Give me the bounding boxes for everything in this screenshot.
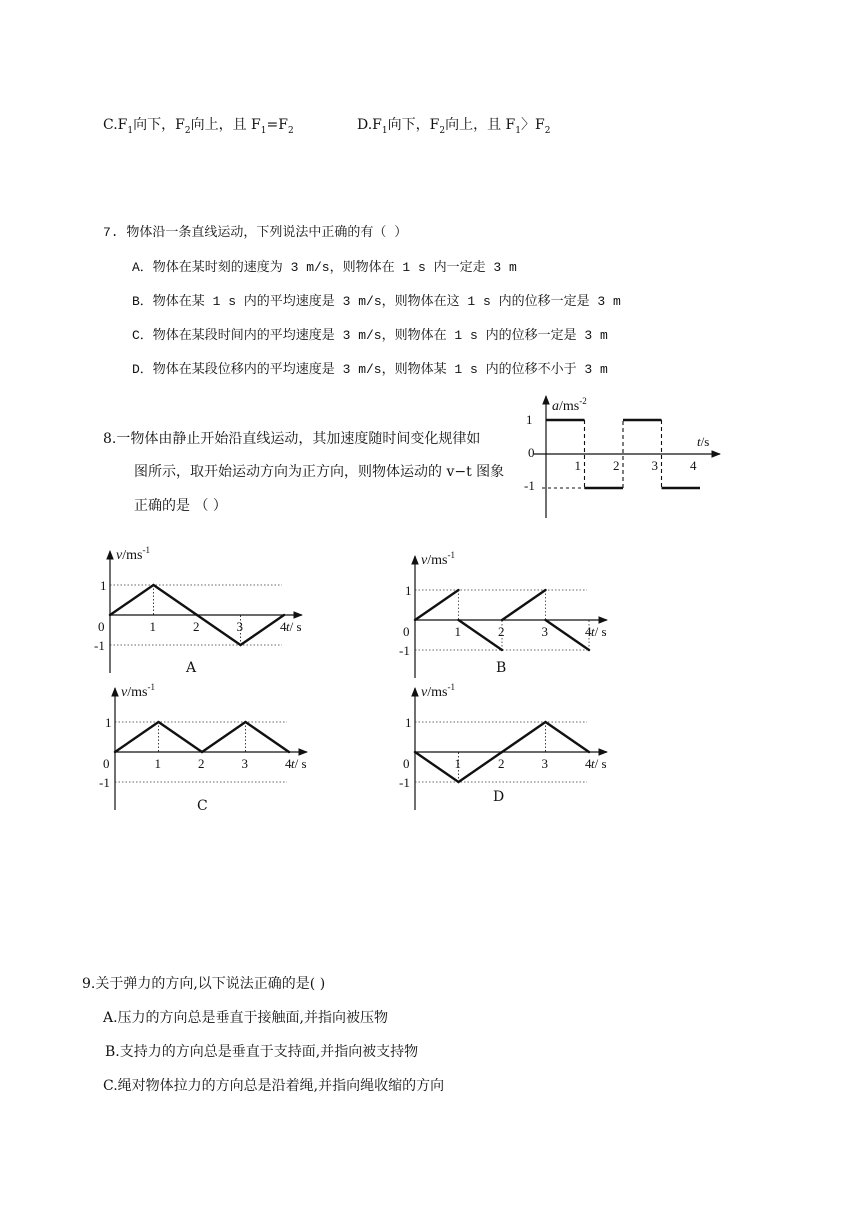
vt-graph-c [95, 682, 355, 817]
q6d-sub: 1 [381, 125, 388, 136]
option-letter-d: D [493, 789, 505, 805]
vt-ytick-0: 0 [403, 756, 410, 771]
q9-stem: 9.关于弹力的方向,以下说法正确的是( ) [82, 976, 326, 992]
q6d-part: D.F [357, 117, 382, 133]
vt-segment [415, 752, 459, 782]
vt-ytick-0: 0 [403, 624, 410, 639]
option-letter-a: A [186, 660, 197, 676]
q6c-part: =F [266, 117, 288, 133]
vt-xtick-4: 4 [285, 756, 292, 771]
vt-ytick-neg1: -1 [99, 775, 110, 790]
vt-xtick-1: 1 [149, 619, 156, 634]
q8-stem-line3: 正确的是 （ ） [134, 498, 227, 514]
vt-x-label: t/ s [591, 624, 607, 639]
vt-xtick-1: 1 [454, 756, 461, 771]
vt-xtick-4: 4 [280, 619, 287, 634]
vt-ytick-1: 1 [100, 578, 107, 593]
q6c-sub: 1 [260, 125, 267, 136]
vt-segment [546, 722, 590, 752]
vt-graph-d [395, 682, 655, 817]
vt-segment [502, 590, 546, 620]
vt-x-label: t/ s [291, 756, 307, 771]
a-y-label: $a/ms^{-2}$ [552, 396, 587, 414]
a-xtick-3: 3 [651, 458, 658, 473]
vt-ytick-1: 1 [405, 715, 412, 730]
vt-xtick-2: 2 [193, 619, 200, 634]
vt-x-label: t/ s [591, 756, 607, 771]
q7-option-b: B．物体在某 1 s 内的平均速度是 3 m/s，则物体在这 1 s 内的位移一定是 3 m [132, 294, 621, 309]
q6-option-d [357, 116, 550, 140]
q9-option-a: A.压力的方向总是垂直于接触面,并指向被压物 [103, 1010, 389, 1026]
vt-graph-a [90, 545, 350, 680]
a-xtick-1: 1 [574, 458, 581, 473]
vt-xtick-2: 2 [498, 624, 505, 639]
vt-y-label: $v/ms^{-1}$ [421, 550, 455, 568]
option-letter-b: B [496, 660, 507, 676]
vt-xtick-3: 3 [541, 756, 548, 771]
q6c-part: 向上，且 F [190, 117, 261, 133]
vt-ytick-1: 1 [105, 715, 112, 730]
q6c-sub: 1 [127, 125, 134, 136]
vt-xtick-4: 4 [585, 756, 592, 771]
q7-option-a: A．物体在某时刻的速度为 3 m/s，则物体在 1 s 内一定走 3 m [132, 260, 517, 275]
q6c-sub: 2 [184, 125, 191, 136]
vt-segment [159, 722, 203, 752]
q6d-part: 〉F [520, 117, 545, 133]
a-x-label: t/s [697, 434, 710, 449]
q6d-part: 向上，且 F [445, 117, 516, 133]
vt-y-label: $v/ms^{-1}$ [121, 682, 155, 700]
vt-segment [154, 585, 198, 615]
vt-segment [110, 585, 154, 615]
vt-xtick-3: 3 [241, 756, 248, 771]
vt-x-label: t/ s [286, 619, 302, 634]
a-xtick-2: 2 [613, 458, 620, 473]
vt-xtick-4: 4 [585, 624, 592, 639]
vt-xtick-2: 2 [498, 756, 505, 771]
vt-segment [197, 615, 241, 645]
q6d-sub: 2 [439, 125, 446, 136]
vt-ytick-0: 0 [98, 619, 105, 634]
vt-xtick-1: 1 [154, 756, 161, 771]
vt-ytick-0: 0 [103, 756, 110, 771]
q9-option-b: B.支持力的方向总是垂直于支持面,并指向被支持物 [105, 1044, 419, 1060]
vt-segment [115, 722, 159, 752]
q7-stem: 7. 物体沿一条直线运动，下列说法中正确的有（ ） [103, 225, 408, 240]
q6d-sub: 1 [515, 125, 521, 136]
q8-stem-line2: 图所示，取开始运动方向为正方向，则物体运动的 v−t 图象 [134, 464, 505, 480]
vt-segment [241, 615, 285, 645]
acceleration-time-graph [490, 390, 740, 525]
q6d-part: 向下，F [387, 117, 440, 133]
q6d-sub: 2 [544, 125, 551, 136]
vt-graph-b [395, 550, 655, 685]
a-ytick-1: 1 [526, 412, 533, 427]
q8-stem-line1: 8.一物体由静止开始沿直线运动，其加速度随时间变化规律如 [103, 431, 481, 447]
vt-xtick-3: 3 [236, 619, 243, 634]
q6c-part: 向下，F [133, 117, 185, 133]
vt-xtick-3: 3 [541, 624, 548, 639]
vt-ytick-neg1: -1 [399, 643, 410, 658]
q7-option-c: C．物体在某段时间内的平均速度是 3 m/s，则物体在 1 s 内的位移一定是 3 m [132, 328, 608, 343]
q6c-part: C.F [103, 117, 128, 133]
q7-option-d: D．物体在某段位移内的平均速度是 3 m/s，则物体某 1 s 内的位移不小于 3 m [132, 362, 608, 377]
option-letter-c: C [197, 798, 208, 814]
vt-ytick-neg1: -1 [94, 638, 105, 653]
vt-y-label: $v/ms^{-1}$ [116, 545, 150, 563]
vt-segment [459, 620, 503, 650]
vt-segment [459, 752, 503, 782]
vt-segment [546, 620, 590, 650]
vt-xtick-2: 2 [198, 756, 205, 771]
vt-segment [202, 722, 246, 752]
vt-ytick-1: 1 [405, 583, 412, 598]
q6c-sub: 2 [287, 125, 294, 136]
a-xtick-4: 4 [690, 458, 697, 473]
vt-segment [502, 722, 546, 752]
q9-option-c: C.绳对物体拉力的方向总是沿着绳,并指向绳收缩的方向 [103, 1078, 445, 1094]
q6-option-c [103, 116, 294, 140]
vt-xtick-1: 1 [454, 624, 461, 639]
vt-segment [415, 590, 459, 620]
vt-segment [246, 722, 290, 752]
vt-y-label: $v/ms^{-1}$ [421, 682, 455, 700]
a-ytick-neg1: -1 [524, 478, 535, 493]
a-ytick-0: 0 [528, 445, 535, 460]
vt-ytick-neg1: -1 [399, 775, 410, 790]
